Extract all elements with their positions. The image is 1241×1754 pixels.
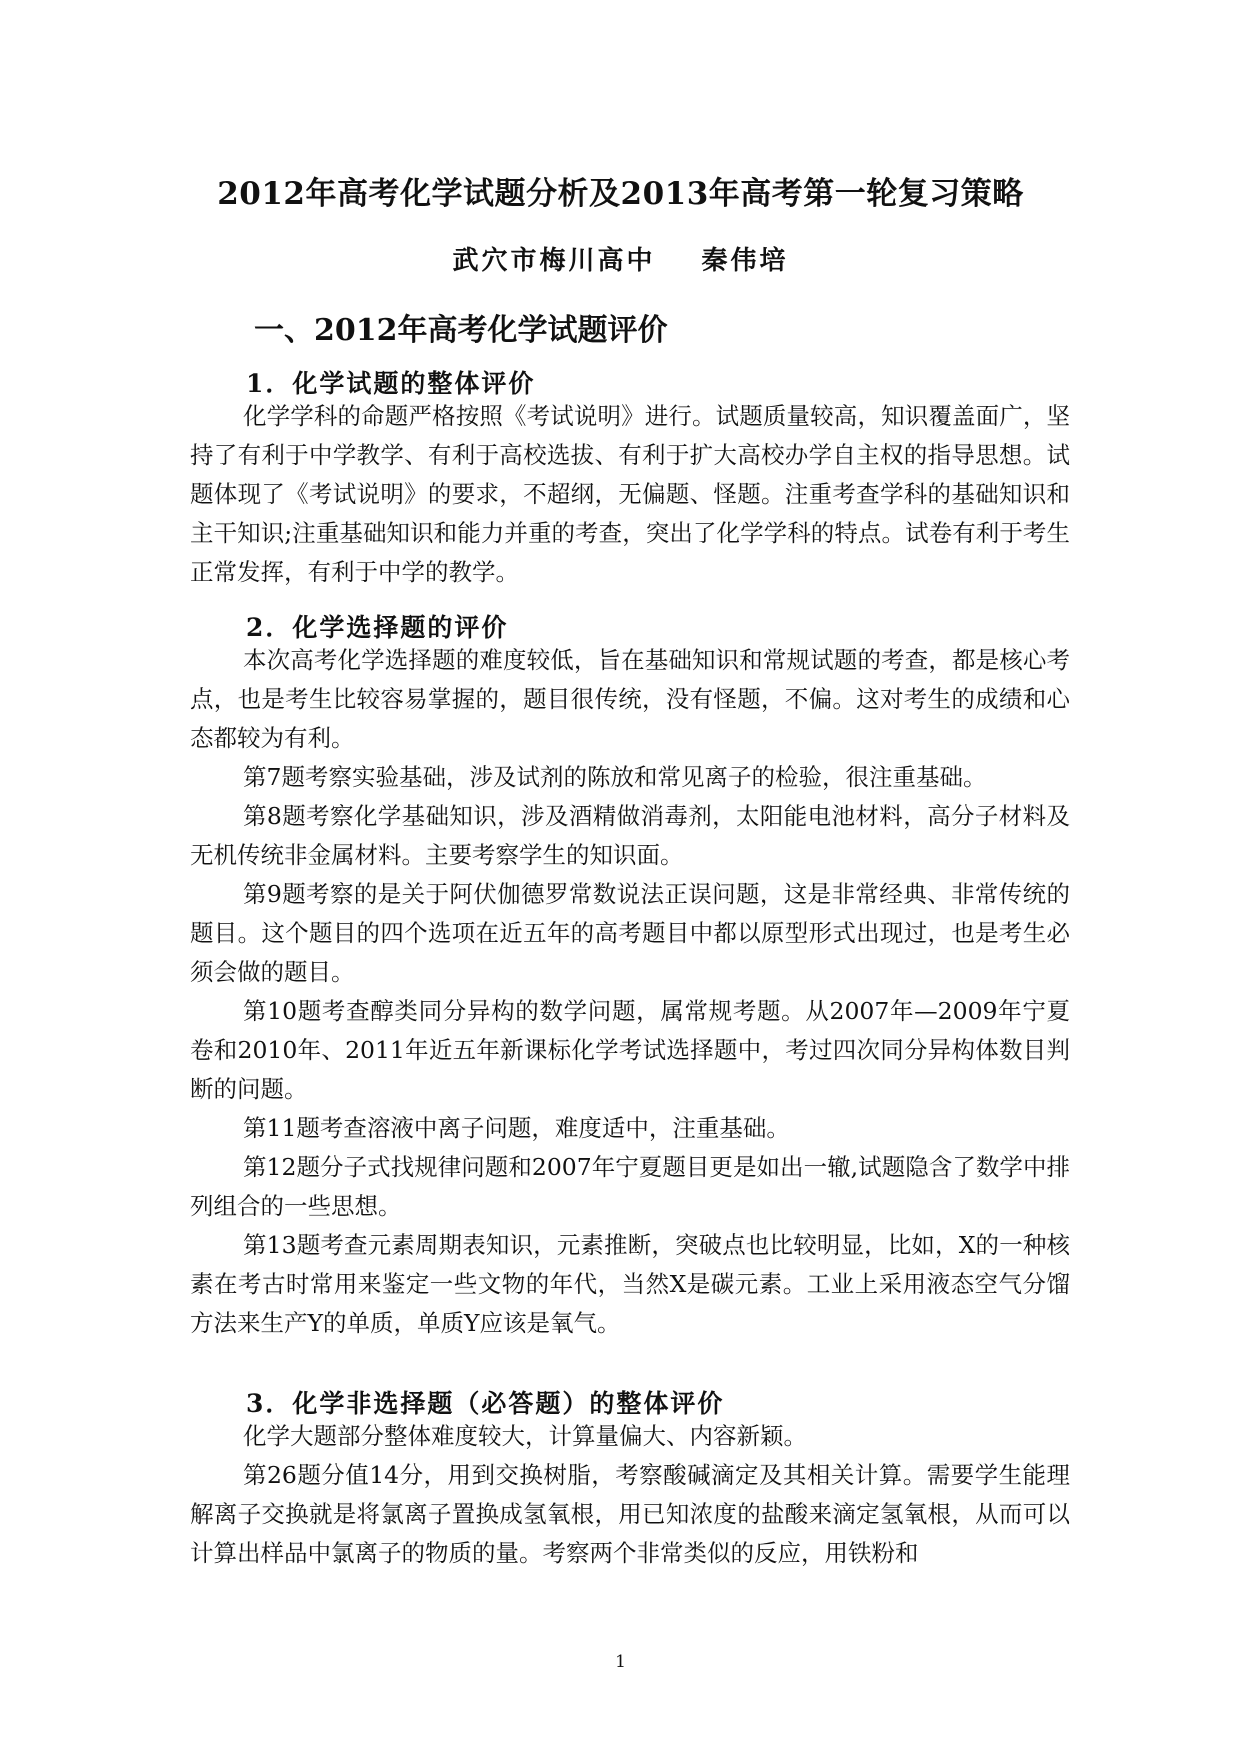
paragraph: 第7题考察实验基础，涉及试剂的陈放和常见离子的检验，很注重基础。 <box>243 763 987 791</box>
paragraph: 第8题考察化学基础知识，涉及酒精做消毒剂，太阳能电池材料，高分子材料及无机传统非金属材料。主要考察学生的知识面。 <box>190 802 1070 869</box>
paragraph: 第11题考查溶液中离子问题，难度适中，注重基础。 <box>243 1114 790 1142</box>
subsection-1-heading: 1．化学试题的整体评价 <box>246 369 536 398</box>
paragraph: 化学学科的命题严格按照《考试说明》进行。试题质量较高，知识覆盖面广，坚持了有利于中学教学、有利于高校选拔、有利于扩大高校办学自主权的指导思想。试题体现了《考试说明》的要求，不超纲，无偏题、怪题。注重考查学科的基础知识和主干知识;注重基础知识和能力并重的考查，突出了化学学科的特点。试卷有利于考生正常发挥，有利于中学的教学。 <box>190 402 1070 586</box>
paragraph: 第10题考查醇类同分异构的数学问题，属常规考题。从2007年—2009年宁夏卷和2010年、2011年近五年新课标化学考试选择题中，考过四次同分异构体数目判断的问题。 <box>190 997 1070 1103</box>
author-name: 秦伟培 <box>701 246 789 276</box>
paragraph: 化学大题部分整体难度较大，计算量偏大、内容新颖。 <box>243 1422 807 1450</box>
author-school: 武穴市梅川高中 <box>452 246 656 276</box>
paragraph: 本次高考化学选择题的难度较低，旨在基础知识和常规试题的考查，都是核心考点，也是考生比较容易掌握的，题目很传统，没有怪题，不偏。这对考生的成绩和心态都较为有利。 <box>190 646 1070 752</box>
paragraph: 第9题考察的是关于阿伏伽德罗常数说法正误问题，这是非常经典、非常传统的题目。这个题目的四个选项在近五年的高考题目中都以原型形式出现过，也是考生必须会做的题目。 <box>190 880 1070 986</box>
paragraph: 第13题考查元素周期表知识，元素推断，突破点也比较明显，比如，X的一种核素在考古时常用来鉴定一些文物的年代，当然X是碳元素。工业上采用液态空气分馏方法来生产Y的单质，单质Y应该是氧气。 <box>190 1231 1070 1337</box>
paragraph: 第12题分子式找规律问题和2007年宁夏题目更是如出一辙,试题隐含了数学中排列组合的一些思想。 <box>190 1153 1070 1220</box>
page-number: 1 <box>615 1652 626 1672</box>
subsection-2-heading: 2．化学选择题的评价 <box>246 613 509 642</box>
document-title: 2012年高考化学试题分析及2013年高考第一轮复习策略 <box>217 176 1024 212</box>
author-line <box>0 240 1241 277</box>
subsection-3-heading: 3．化学非选择题（必答题）的整体评价 <box>246 1389 725 1418</box>
paragraph: 第26题分值14分，用到交换树脂，考察酸碱滴定及其相关计算。需要学生能理解离子交换就是将氯离子置换成氢氧根，用已知浓度的盐酸来滴定氢氧根，从而可以计算出样品中氯离子的物质的量。考察两个非常类似的反应，用铁粉和 <box>190 1461 1070 1567</box>
section-1-heading: 一、2012年高考化学试题评价 <box>254 313 668 348</box>
